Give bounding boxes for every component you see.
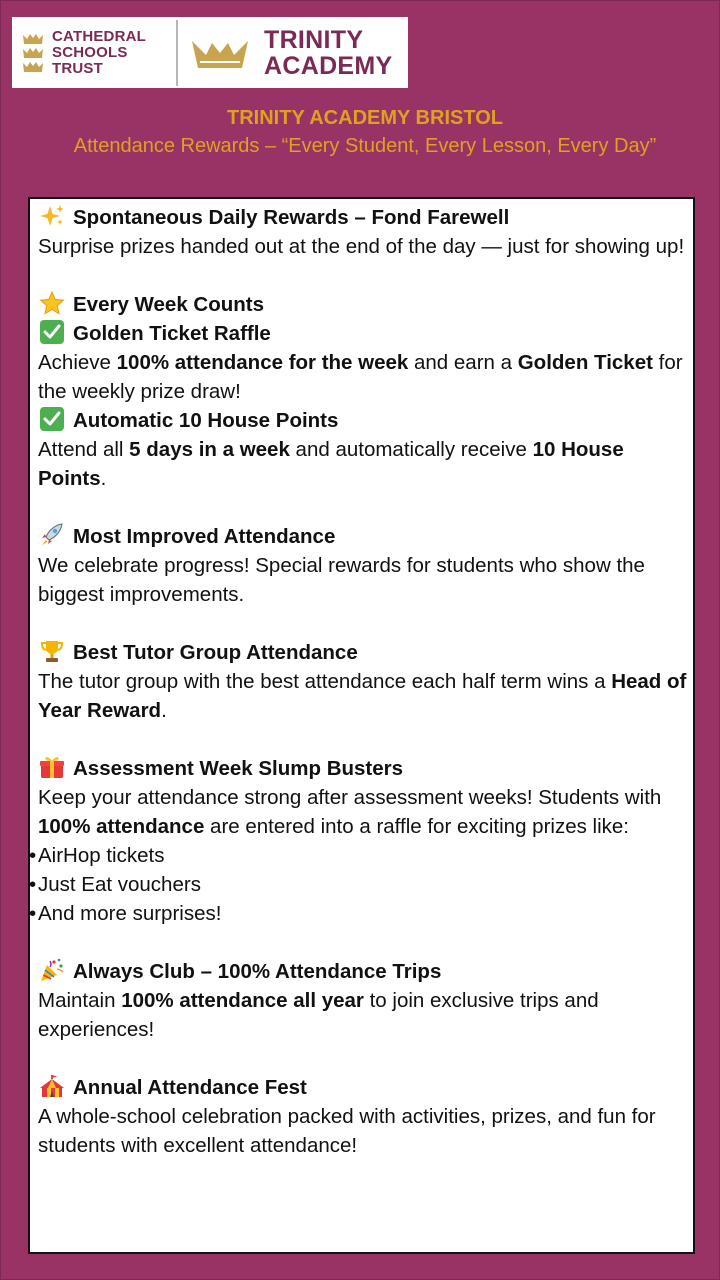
logo-banner: [12, 17, 408, 88]
section-slump-busters: [38, 754, 690, 928]
check-mark-button-icon: [38, 320, 66, 344]
circus-tent-icon: [38, 1074, 66, 1098]
section-title: [38, 957, 690, 986]
page-subtitle: Attendance Rewards – “Every Student, Every Lesson, Every Day”: [73, 135, 657, 157]
raffle-text-d: Golden Ticket: [517, 351, 653, 374]
slump-text-a: Keep your attendance strong after assessment weeks! Students with: [38, 786, 662, 809]
ta-wordmark: [264, 27, 393, 79]
points-text-a: Attend all: [38, 438, 130, 461]
tutor-text-c: .: [161, 699, 167, 722]
list-item: • AirHop tickets: [38, 841, 690, 870]
glowing-star-icon: [38, 291, 66, 315]
raffle-text-a: Achieve: [38, 351, 117, 374]
ta-word-1: TRINITY: [264, 25, 364, 54]
crown-icon: [22, 61, 44, 73]
ta-word-2: ACADEMY: [264, 51, 393, 80]
cst-word-1: CATHEDRAL: [52, 27, 147, 45]
sparkles-icon: [38, 204, 66, 228]
raffle-text-c: and earn a: [408, 351, 518, 374]
gift-icon: [38, 755, 66, 779]
section-title: [38, 522, 690, 551]
rewards-panel: [28, 197, 695, 1254]
prize-list: [38, 841, 690, 928]
points-text-d: 10 House Points: [38, 438, 624, 490]
section-title: [38, 290, 690, 319]
daily-text: Surprise prizes handed out at the end of the day — just for showing up!: [38, 235, 685, 258]
points-text-e: .: [100, 467, 107, 490]
tutor-text-a: The tutor group with the best attendance each half term wins a: [38, 670, 612, 693]
week-title: Every Week Counts: [73, 293, 265, 316]
raffle-text: [38, 348, 690, 406]
tutor-text-b: Head of Year Reward: [38, 670, 687, 722]
improved-title: Most Improved Attendance: [73, 525, 336, 548]
always-text-a: Maintain: [38, 989, 122, 1012]
school-name: TRINITY ACADEMY BRISTOL: [227, 107, 503, 129]
section-most-improved: [38, 522, 690, 609]
crown-icon: [190, 35, 250, 71]
section-title: [38, 638, 690, 667]
check-mark-button-icon: [38, 407, 66, 431]
points-text-c: and automatically receive: [289, 438, 533, 461]
section-title: [38, 203, 690, 232]
slump-text-c: are entered into a raffle for exciting prizes like:: [204, 815, 630, 838]
list-item: • And more surprises!: [38, 899, 690, 928]
logo-divider: [176, 20, 178, 86]
rocket-icon: [38, 523, 66, 547]
slump-text-b: 100% attendance: [38, 815, 205, 838]
cathedral-schools-trust-logo: [12, 29, 174, 77]
raffle-text-b: 100% attendance for the week: [116, 351, 409, 374]
page-heading: [60, 104, 670, 160]
section-best-tutor-group: [38, 638, 690, 725]
section-daily-rewards: [38, 203, 690, 261]
crown-icon: [22, 47, 44, 59]
fest-title: Annual Attendance Fest: [73, 1076, 307, 1099]
section-always-club: [38, 957, 690, 1044]
rewards-content: [38, 203, 690, 1160]
crown-icon: [22, 33, 44, 45]
trinity-academy-logo: [190, 27, 393, 79]
section-every-week-counts: [38, 290, 690, 493]
section-title: [38, 754, 690, 783]
always-text-c: to join exclusive trips and experiences!: [38, 989, 599, 1041]
points-title: Automatic 10 House Points: [73, 409, 339, 432]
slump-text: [38, 783, 690, 841]
party-popper-icon: [38, 958, 66, 982]
trophy-icon: [38, 639, 66, 663]
section-annual-fest: [38, 1073, 690, 1160]
points-text: [38, 435, 690, 493]
raffle-text-e: for the weekly prize draw!: [38, 351, 683, 403]
section-title: [38, 1073, 690, 1102]
cst-word-2: SCHOOLS: [52, 43, 128, 61]
cst-word-3: TRUST: [52, 59, 103, 77]
section-subtitle: [38, 319, 690, 348]
improved-text: We celebrate progress! Special rewards for students who show the biggest improvements.: [38, 554, 645, 606]
always-text-b: 100% attendance all year: [121, 989, 364, 1012]
daily-title: Spontaneous Daily Rewards – Fond Farewell: [73, 206, 510, 229]
tutor-title: Best Tutor Group Attendance: [73, 641, 358, 664]
tutor-text: [38, 667, 690, 725]
list-item: • Just Eat vouchers: [38, 870, 690, 899]
cst-crowns: [22, 33, 44, 73]
points-text-b: 5 days in a week: [129, 438, 290, 461]
always-title: Always Club – 100% Attendance Trips: [73, 960, 442, 983]
cst-wordmark: [52, 29, 146, 77]
always-text: [38, 986, 690, 1044]
section-subtitle: [38, 406, 690, 435]
raffle-title: Golden Ticket Raffle: [73, 322, 271, 345]
fest-text: A whole-school celebration packed with activities, prizes, and fun for students with excellent attendance!: [38, 1105, 656, 1157]
slump-title: Assessment Week Slump Busters: [73, 757, 404, 780]
